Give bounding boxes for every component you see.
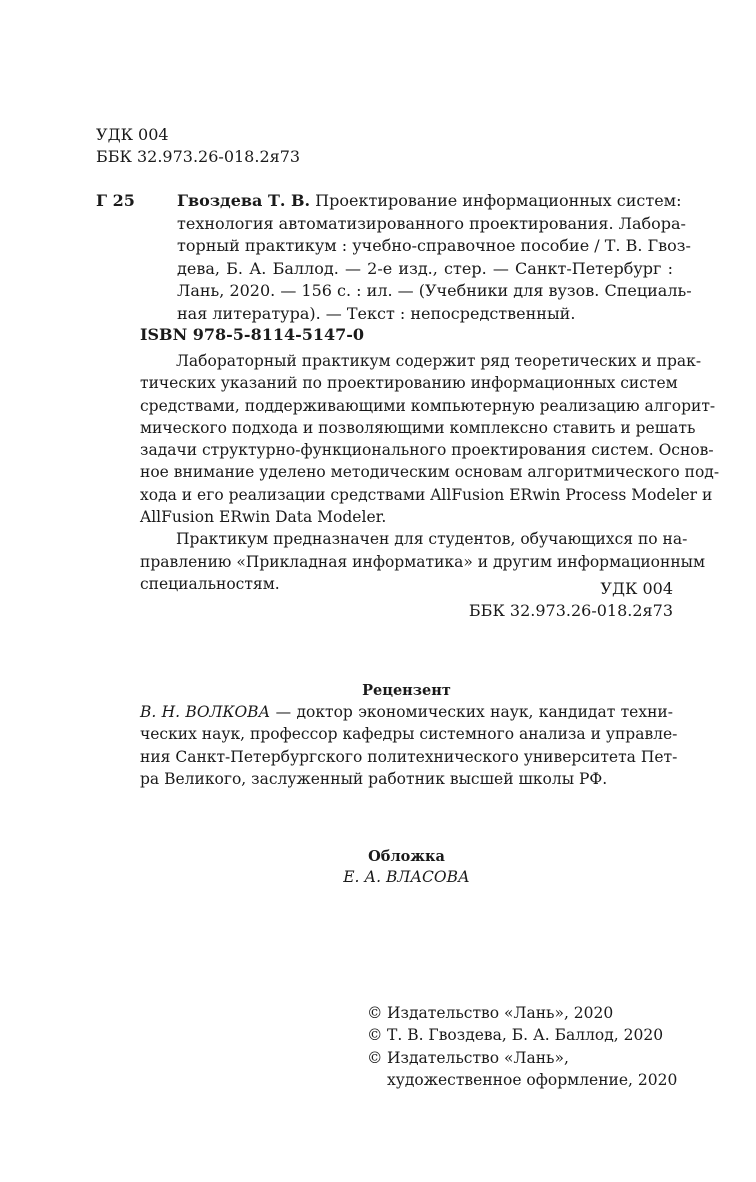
copyright-text: Издательство «Лань», 2020 — [387, 1004, 614, 1022]
author-sign-code: Г 25 — [96, 191, 135, 210]
bottom-udk-code: УДК 004 — [600, 579, 673, 598]
top-bbk-code: ББК 32.973.26-018.2я73 — [96, 147, 301, 167]
reviewer-line: ческих наук, профессор кафедры системного анализа и управле- — [140, 725, 678, 744]
reviewer-name: В. Н. ВОЛКОВА — [140, 703, 271, 721]
biblio-line: торный практикум : учебно-справочное пособие / Т. В. Гвоз- — [177, 236, 691, 256]
cover-heading: Обложка — [368, 848, 445, 865]
top-udk-code: УДК 004 — [96, 125, 169, 144]
bottom-classification-codes — [400, 578, 673, 623]
isbn: ISBN 978-5-8114-5147-0 — [140, 325, 365, 344]
copyright-line — [367, 1047, 687, 1069]
annotation — [140, 350, 720, 595]
top-classification-codes — [96, 124, 396, 169]
reviewer-line — [140, 701, 673, 723]
copyright-text: Издательство «Лань», — [387, 1048, 569, 1067]
annotation-line: ное внимание уделено методическим основам алгоритмического под- — [140, 463, 720, 482]
annotation-line: специальностям. — [140, 574, 280, 593]
copyright-text: Т. В. Гвоздева, Б. А. Баллод, 2020 — [387, 1026, 664, 1045]
biblio-author: Гвоздева Т. В. — [177, 191, 311, 210]
copyright-notices — [367, 1002, 687, 1091]
biblio-line: ная литература). — Текст : непосредственный. — [177, 303, 576, 323]
copyright-line — [367, 1002, 687, 1024]
biblio-line: Лань, 2020. — 156 с. : ил. — (Учебники для вузов. Специаль- — [177, 281, 692, 301]
annotation-line: средствами, поддерживающими компьютерную реализацию алгорит- — [140, 396, 716, 415]
annotation-line: Практикум предназначен для студентов, обучающихся по на- — [176, 530, 688, 549]
reviewer-line: ния Санкт-Петербургского политехнического университета Пет- — [140, 747, 678, 766]
copyright-symbol: © — [367, 1026, 383, 1045]
biblio-line: технология автоматизированного проектирования. Лабора- — [177, 213, 686, 233]
bottom-bbk-code: ББК 32.973.26-018.2я73 — [468, 601, 673, 621]
reviewer-line: ра Великого, заслуженный работник высшей школы РФ. — [140, 769, 608, 788]
copyright-symbol: © — [367, 1048, 383, 1067]
cover-artist: Е. А. ВЛАСОВА — [343, 868, 470, 886]
biblio-title-start: Проектирование информационных систем: — [310, 191, 682, 210]
annotation-line: хода и его реализации средствами AllFusion ERwin Process Modeler и — [140, 485, 713, 504]
copyright-symbol: © — [367, 1004, 383, 1022]
biblio-line: дева, Б. А. Баллод. — 2-е изд., стер. — Санкт-Петербург : — [177, 258, 673, 278]
reviewer-heading: Рецензент — [362, 682, 451, 699]
reviewer-info — [140, 701, 678, 790]
copyright-line — [367, 1024, 687, 1046]
biblio-line — [177, 190, 682, 213]
copyright-line: художественное оформление, 2020 — [387, 1070, 678, 1089]
reviewer-desc-start: — доктор экономических наук, кандидат техни- — [270, 703, 673, 721]
annotation-line: Лабораторный практикум содержит ряд теоретических и прак- — [176, 352, 702, 370]
annotation-line: мического подхода и позволяющими комплексно ставить и решать — [140, 418, 696, 437]
annotation-line: AllFusion ERwin Data Modeler. — [140, 508, 387, 527]
annotation-line: тических указаний по проектированию информационных систем — [140, 374, 678, 393]
annotation-line: задачи структурно-функционального проектирования систем. Основ- — [140, 441, 714, 460]
bibliographic-record — [177, 190, 692, 326]
annotation-line: правлению «Прикладная информатика» и другим информационным — [140, 552, 706, 571]
